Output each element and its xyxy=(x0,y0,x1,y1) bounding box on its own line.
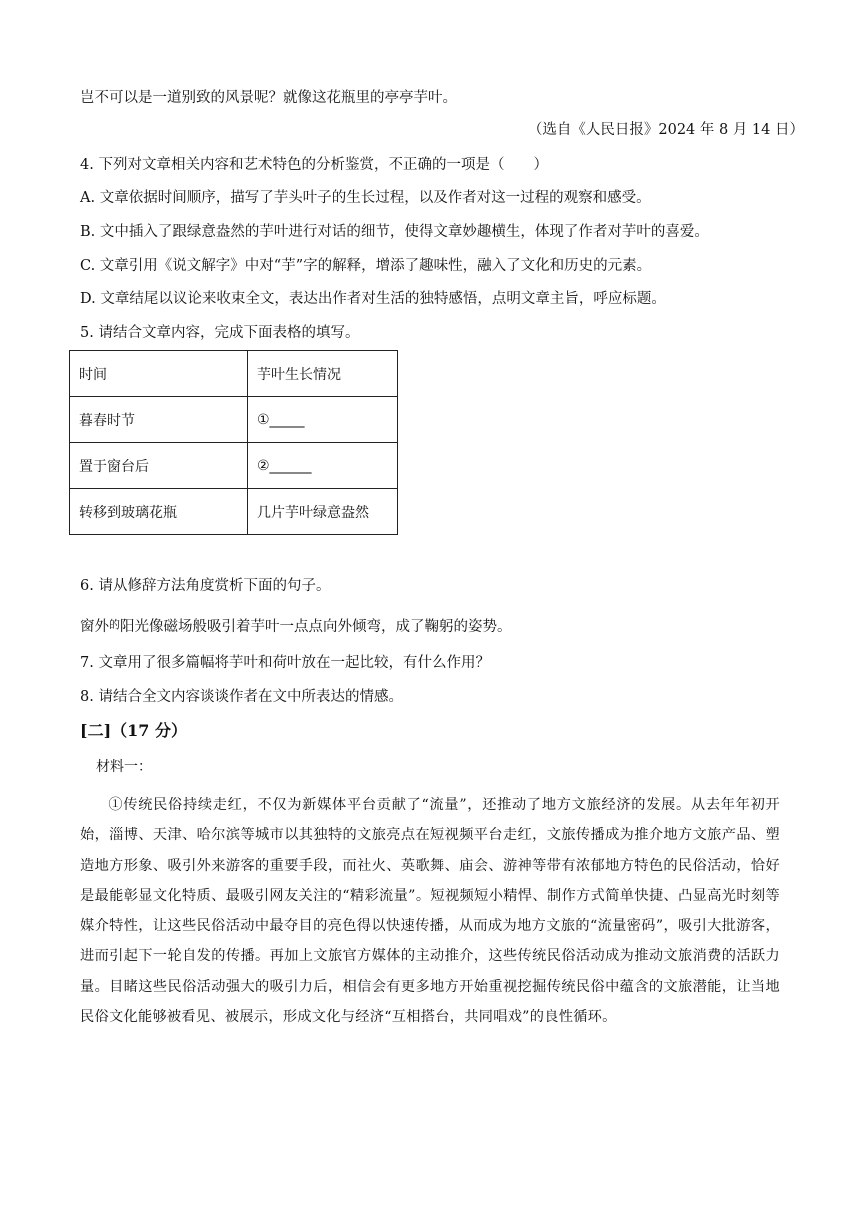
table-cell-growth: 几片芋叶绿意盎然 xyxy=(248,489,398,535)
table-row xyxy=(70,397,398,443)
table-row xyxy=(70,489,398,535)
question-4-option-d: D. 文章结尾以议论来收束全文，表达出作者对生活的独特感悟，点明文章主旨，呼应标题。 xyxy=(80,291,666,307)
table-cell-blank: ①_____ xyxy=(248,397,398,443)
table-header-row xyxy=(70,351,398,397)
table-cell-time: 置于窗台后 xyxy=(70,443,248,489)
table-header-cell: 芋叶生长情况 xyxy=(248,351,398,397)
question-4-option-a: A. 文章依据时间顺序，描写了芋头叶子的生长过程，以及作者对这一过程的观察和感受。 xyxy=(80,190,651,206)
quote-part: 阳光像磁场般吸引着芋叶一点点向外倾弯，成了鞠躬的姿势。 xyxy=(120,619,512,635)
table-cell-time: 转移到玻璃花瓶 xyxy=(70,489,248,535)
question-4-option-c: C. 文章引用《说文解字》中对“芋”字的解释，增添了趣味性，融入了文化和历史的元素。 xyxy=(80,258,652,274)
quote-part: 窗外 xyxy=(80,619,109,635)
question-7: 7. 文章用了很多篇幅将芋叶和荷叶放在一起比较，有什么作用？ xyxy=(80,655,490,671)
table-row xyxy=(70,443,398,489)
question-8: 8. 请结合全文内容谈谈作者在文中所表达的情感。 xyxy=(80,689,403,705)
material-paragraph: ①传统民俗持续走红，不仅为新媒体平台贡献了“流量”，还推动了地方文旅经济的发展。从去年年初开始，淄博、天津、哈尔滨等城市以其独特的文旅亮点在短视频平台走红，文旅传播成为推介地方文旅产品、塑造地方形象、吸引外来游客的重要手段，而社火、英歌舞、庙会、游神等带有浓郁地方特色的民俗活动，恰好是最能彰显文化特质、最吸引网友关注的“精彩流量”。短视频短小精悍、制作方式简单快捷、凸显高光时刻等媒介特性，让这些民俗活动中最夺目的亮色得以快速传播，从而成为地方文旅的“流量密码”，吸引大批游客，进而引起下一轮自发的传播。再加上文旅官方媒体的主动推介，这些传统民俗活动成为推动文旅消费的活跃力量。目睹这些民俗活动强大的吸引力后，相信会有更多地方开始重视挖掘传统民俗中蕴含的文旅潜能，让当地民俗文化能够被看见、被展示，形成文化与经济“互相搭台，共同唱戏”的良性循环。 xyxy=(80,797,780,1026)
quote-superscript: 的 xyxy=(109,618,120,631)
question-5-stem: 5. 请结合文章内容，完成下面表格的填写。 xyxy=(80,325,360,341)
table-cell-blank: ②______ xyxy=(248,443,398,489)
question-5-table xyxy=(69,350,398,535)
question-6-stem: 6. 请从修辞方法角度赏析下面的句子。 xyxy=(80,578,331,594)
question-4-stem: 4. 下列对文章相关内容和艺术特色的分析鉴赏，不正确的一项是（ ） xyxy=(80,157,548,173)
passage-last-line: 岂不可以是一道别致的风景呢？就像这花瓶里的亭亭芋叶。 xyxy=(80,90,457,106)
table-cell-time: 暮春时节 xyxy=(70,397,248,443)
material-label: 材料一： xyxy=(96,759,152,775)
source-citation: （选自《人民日报》2024 年 8 月 14 日） xyxy=(527,122,804,138)
table-header-cell: 时间 xyxy=(70,351,248,397)
question-4-option-b: B. 文中插入了跟绿意盎然的芋叶进行对话的细节，使得文章妙趣横生，体现了作者对芋叶的喜爱。 xyxy=(80,224,709,240)
question-6-quote xyxy=(80,617,512,637)
section-heading: [二]（17 分） xyxy=(80,721,187,740)
